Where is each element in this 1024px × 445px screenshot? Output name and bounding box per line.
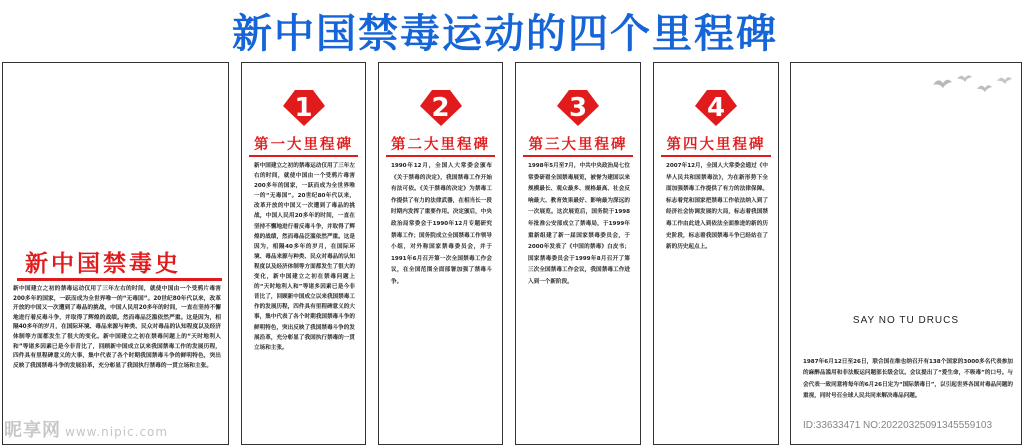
milestone-panel-4 [653,62,779,445]
milestone-text: 1998年5月至7月，中共中央政治局七位常委研看全国禁毒展览，被誉为建国以来规模最长、观众最多、规格最高、社会反响最大、教育效果最好、影响最为深远的一次展览。这次展览后，国务院于1998年批准公安部成立了禁毒局，于1999年重新组建了新一届国家禁毒委员会，于2000年发表了《中国的禁毒》白皮书；国家禁毒委员会于1999年8月召开了第三次全国禁毒工作会议，我国禁毒工作进入到一个新阶段。 [528,163,630,285]
milestone-underline [523,155,633,157]
milestone-number: 1 [294,93,313,123]
doves-icon [927,71,1017,99]
milestone-panel-2 [378,62,503,445]
watermark-id: ID:33633471 NO:20220325091345559103 [803,420,993,431]
milestone-text: 1990年12月，全国人大常委会颁布《关于禁毒的决定》，我国禁毒工作开始有法可依。《关于禁毒的决定》为禁毒工作提供了有力的法律武器，在相当长一段时期内发挥了重要作用。决定颁后，中央政治局常委会于1990年12月专题研究禁毒工作；国务院成立全国禁毒工作领导小组，对外称国家禁毒委员会，并于1991年6月召开第一次全国禁毒工作会议，在全国范围全面部署加强了禁毒斗争。 [391,163,492,285]
milestone-panel-3 [515,62,641,445]
slogan-text: SAY NO TU DRUCS [852,315,960,326]
milestone-title: 第一大里程碑 [254,137,353,153]
milestone-panel-1 [241,62,366,445]
history-panel [2,62,229,445]
milestone-badge-1 [282,89,326,127]
milestone-underline [249,155,358,157]
milestone-text: 2007年12月，全国人大常委会通过《中华人民共和国禁毒法》，为在新形势下全面加强禁毒工作提供了有力的法律保障。标志着党和国家把禁毒工作依法纳入到了经济社会协调发展的大局，标志着我国禁毒工作由此进入到依法全面推进的新的历史阶段，标志着我国禁毒斗争已经站在了新的历史起点上。 [666,163,768,251]
watermark-logo [4,416,168,442]
milestone-title: 第四大里程碑 [666,137,766,153]
milestone-number: 3 [568,93,588,123]
history-title: 新中国禁毒史 [25,251,181,277]
milestone-text: 新中国建立之初的禁毒运动仅用了三年左右的时间，就使中国由一个受鸦片毒害200多年的国家，一跃而成为全世界唯一的“无毒国”。20世纪80年代以来，改革开放的中国又一次遭到了毒品的挑战，中国人民用20多年的时间，一直在坚持不懈地进行着反毒斗争，并取得了辉煌的战绩，然而毒品泛滥依然严重。这是因为，相隔40多年的岁月，在国际环境、毒品来源与种类、民众对毒品的认知程度以及经济体制等方面都发生了很大的变化，新中国建立之初在禁毒问题上的“天时地利人和”等诸多因素已是今非昔比了，回顾新中国成立以来我国禁毒工作的发展历程，四件具有里程碑意义的大事，集中代表了各个时期我国禁毒斗争的鲜明特色，突出反映了我国禁毒斗争的发展沿革，充分彰显了我国执行禁毒的一贯立场和主张。 [254,163,355,351]
milestone-underline [386,155,495,157]
milestone-badge-2 [419,89,463,127]
milestone-underline [661,155,771,157]
milestone-title: 第二大里程碑 [391,137,490,153]
watermark-logo-text: 昵享网 [4,420,61,441]
milestone-number: 4 [706,93,726,123]
right-panel [790,62,1022,445]
history-text: 新中国建立之初的禁毒运动仅用了三年左右的时间，就使中国由一个受鸦片毒害200多年的国家，一跃而成为全世界唯一的“无毒国”。20世纪80年代以来，改革开放的中国又一次遭到了毒品的挑战，中国人民用20多年的时间，一直在坚持不懈地进行着反毒斗争，并取得了辉煌的战绩。然而毒品泛滥依然严重。这是因为，相隔40多年的岁月，在国际环境、毒品来源与种类、民众对毒品的认知程度以及经济体制等方面都发生了很大的变化。新中国建立之初在禁毒问题上的“天时地利人和”等诸多因素已是今非昔比了，回顾新中国成立以来我国禁毒工作的发展历程，四件具有里程碑意义的大事，集中代表了各个时期我国禁毒斗争的鲜明特色，突出反映了我国禁毒斗争的发展沿革，充分彰显了我国执行禁毒的一贯立场和主张。 [13,286,221,369]
milestone-title: 第三大里程碑 [528,137,628,153]
page-title: 新中国禁毒运动的四个里程碑 [232,11,778,57]
history-title-underline [17,278,222,281]
watermark-site: www.nipic.com [65,425,169,439]
drug-day-text: 1987年6月12日至26日，联合国在维也纳召开有138个国家的3000多名代表参加的麻醉品滥用和非法贩运问题部长级会议。会议提出了“爱生命，不吸毒”的口号。与会代表一致同意将每年的6月26日定为“国际禁毒日”，以引起世界各国对毒品问题的重视，同时号召全球人民共同来解决毒品问题。 [803,359,1013,400]
milestone-badge-3 [556,89,600,127]
milestone-number: 2 [431,93,450,123]
milestone-badge-4 [694,89,738,127]
